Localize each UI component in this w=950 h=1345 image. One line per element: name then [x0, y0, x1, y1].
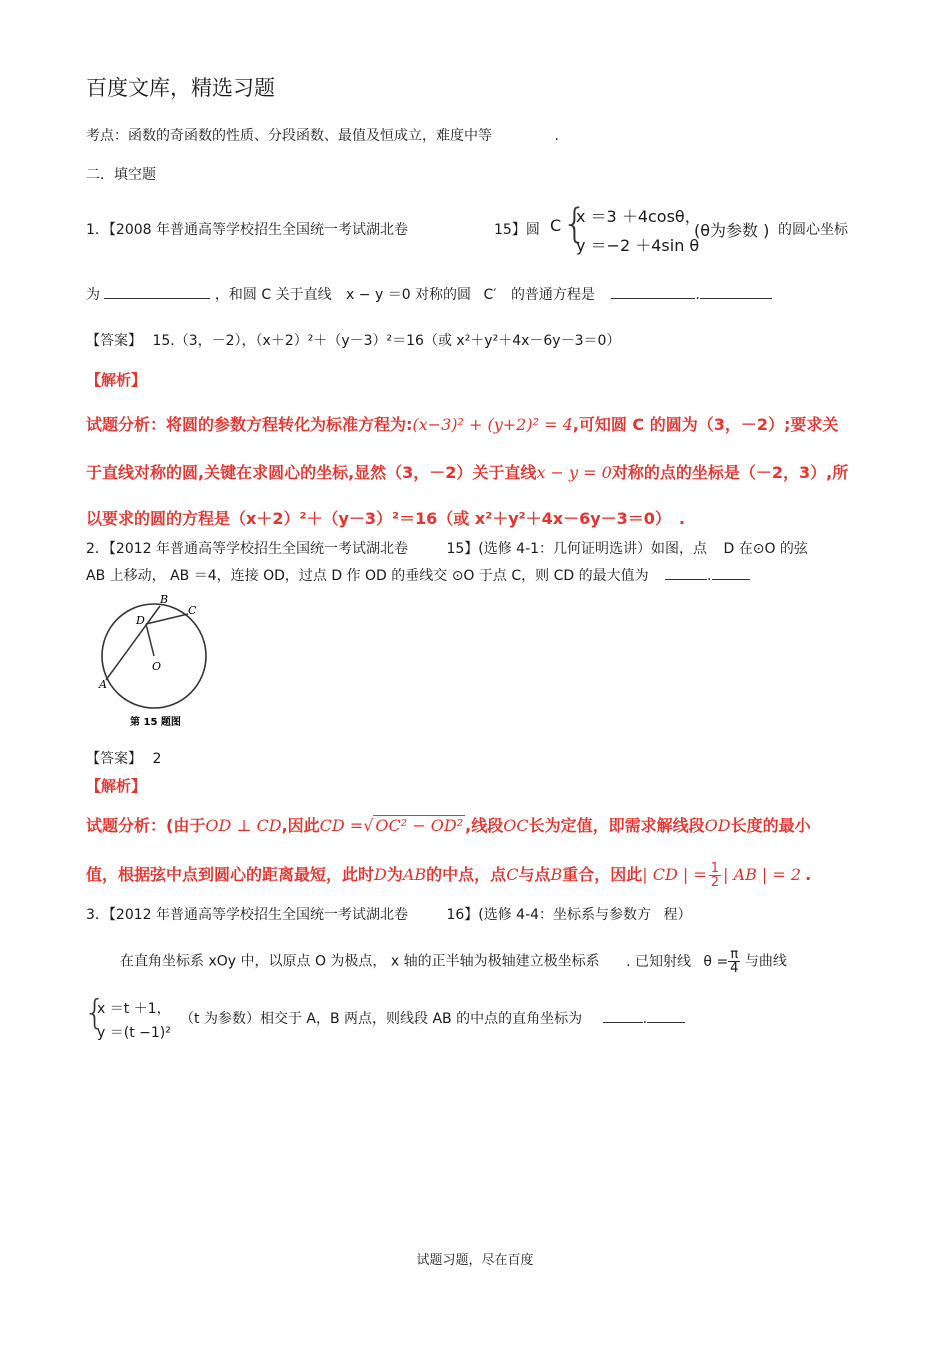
q1-line2-c: 对称的圆 [415, 287, 472, 303]
q2-analysis-2i: 重合，因此 [562, 865, 643, 884]
label-d: D [136, 614, 145, 627]
q2-analysis-label: 【解析】 [86, 777, 147, 795]
q3-line2-b: . 已知射线 [626, 953, 691, 970]
q2-analysis-1d: ,线段 [465, 816, 504, 835]
q3-line1 [86, 904, 692, 924]
q3-blank[interactable] [603, 1008, 643, 1023]
q1-answer-label: 【答案】 [86, 333, 142, 349]
q1-analysis-3dot: . [678, 509, 685, 528]
kaodian-text: 考点：函数的奇函数的性质、分段函数、最值及恒成立，难度中等 [86, 128, 492, 144]
q1-analysis-1eq: (x−3)² + (y+2)² = 4 [412, 415, 573, 434]
q2-analysis-1b: ,因此 [281, 816, 320, 835]
q2-answer-label: 【答案】 [86, 751, 142, 767]
q2-line1-c: D 在⊙O 的弦 [723, 541, 808, 557]
q2-analysis-1a: 试题分析：(由于 [86, 816, 206, 835]
q2-line1-b: 15】(选修 4-1：几何证明选讲）如图，点 [446, 541, 708, 557]
q3-fraction [728, 948, 740, 975]
q3-system-eq1: x ＝t ＋1， [97, 1001, 171, 1017]
label-c: C [188, 604, 197, 617]
q1-analysis-2a: 于直线对称的圆,关键在求圆心的坐标,显然（3，－2）关于直线 [86, 463, 537, 482]
q2-analysis-2k: | AB | = 2 [723, 865, 802, 884]
q1-line2 [86, 284, 772, 304]
kaodian-line [86, 125, 559, 145]
q1-param: (θ为参数 ) [694, 221, 770, 240]
q2-answer: 2 [152, 751, 162, 767]
q2-figure [96, 594, 216, 736]
q1-line2-b: ，和圆 C 关于直线 [214, 287, 332, 303]
q1-answer-line [86, 330, 620, 350]
q3-line1-c: 程） [663, 907, 692, 923]
q1-analysis-line3 [86, 506, 685, 529]
q1-system-eq2: y ＝−2 ＋4sin θ [576, 236, 700, 255]
q2-fraction [709, 862, 721, 889]
q2-analysis-2a: 值，根据弦中点到圆心的距离最短，此时 [86, 865, 375, 884]
q2-analysis-line2 [86, 862, 811, 889]
q1-circle-c: C [550, 216, 562, 235]
q2-analysis-2b: D [374, 865, 387, 884]
q2-analysis-1sqrt: OC² − OD² [375, 816, 464, 835]
q2-analysis-1eq: OD ⊥ CD [205, 816, 282, 835]
q2-answer-line [86, 748, 161, 768]
q2-frac-den: 2 [710, 875, 720, 890]
q2-analysis-1c: CD = [319, 816, 364, 835]
q2-analysis-1h: 长度的最小 [730, 816, 811, 835]
q2-line2-dot: . [707, 568, 712, 584]
q1-line2-a: 为 [86, 287, 100, 303]
q2-analysis-2f: C [506, 865, 519, 884]
q2-analysis-2g: 与点 [518, 865, 551, 884]
page-title: 百度文库，精选习题 [86, 76, 275, 100]
q1-blank-2[interactable] [611, 284, 695, 299]
section-heading: 二．填空题 [86, 167, 156, 183]
q1-blank-1[interactable] [104, 284, 210, 299]
q1-answer: 15.（3，－2），（x＋2）²＋（y－3）²＝16（或 x²＋y²＋4x－6y－3＝0） [152, 333, 621, 349]
page-footer: 试题习题，尽在百度 [416, 1253, 534, 1268]
q2-analysis-1f: 长为定值，即需求解线段 [528, 816, 705, 835]
q1-analysis-line1 [86, 412, 838, 435]
q3-pi: π [728, 948, 740, 962]
q1-line2-eq: x − y ＝0 [346, 287, 411, 303]
q3-brace-icon: { [84, 993, 106, 1033]
q1-analysis-1a: 试题分析：将圆的参数方程转化为标准方程为: [86, 415, 413, 434]
q2-analysis-2j: | CD | = [642, 865, 707, 884]
figure-caption: 第 15 题图 [130, 717, 181, 728]
q3-system-eq2: y ＝(t −1)² [97, 1025, 171, 1041]
q3-line3-dot: . [642, 1011, 648, 1027]
q2-analysis-2d: AB [402, 865, 427, 884]
q1-analysis-2b: 对称的点的坐标是（－2，3）,所 [611, 463, 849, 482]
q2-analysis-1e: OC [503, 816, 529, 835]
q3-theta-eq: θ = [703, 953, 729, 970]
q1-analysis-2eq: x − y = 0 [536, 463, 612, 482]
q1-brace-icon: { [562, 201, 588, 247]
label-b: B [160, 594, 169, 606]
label-a: A [99, 678, 107, 691]
q3-line2-a: 在直角坐标系 xOy 中，以原点 O 为极点， x 轴的正半轴为极轴建立极坐标系 [120, 953, 600, 970]
q2-analysis-line1: 试题分析：(由于OD ⊥ CD,因此CD =√ OC² − OD² ,线段OC长为定值，即需求解线段OD长度的最小 [86, 816, 811, 835]
segment-od [146, 624, 154, 656]
label-o: O [152, 660, 162, 673]
q3-blank-b [647, 1008, 685, 1023]
q1-blank-2b [700, 284, 772, 299]
q1-analysis-label: 【解析】 [86, 371, 147, 389]
q3-line2-c: 与曲线 [744, 953, 787, 970]
q3-line3-text: （t 为参数）相交于 A，B 两点，则线段 AB 的中点的直角坐标为 [180, 1011, 583, 1027]
q1-tag: 15】圆 [494, 222, 540, 238]
q3-four: 4 [730, 961, 739, 976]
q2-frac-num: 1 [710, 861, 720, 876]
q2-analysis-2e: 的中点，点 [426, 865, 507, 884]
q2-line2 [86, 565, 750, 585]
q3-line2 [120, 948, 787, 975]
q1-line2-cprime: C′ [483, 287, 497, 303]
q2-analysis-2dot: . [805, 865, 812, 884]
q2-line1-a: 2．【2012 年普通高等学校招生全国统一考试湖北卷 [86, 541, 408, 557]
q2-blank-b [712, 565, 750, 580]
q1-analysis-3a: 以要求的圆的方程是（x＋2）²＋（y－3）²＝16（或 x²＋y²＋4x－6y－3＝0） [86, 509, 671, 528]
q3-line3 [180, 1008, 685, 1028]
q1-system-eq1: x ＝3 ＋4cosθ， [576, 207, 701, 226]
q1-label: 1．【2008 年普通高等学校招生全国统一考试湖北卷 [86, 222, 408, 238]
q1-analysis-1b: ,可知圆 C 的圆为（3，－2）;要求关 [572, 415, 839, 434]
q2-line1 [86, 538, 808, 558]
q2-analysis-1g: OD [704, 816, 731, 835]
q2-line2-text: AB 上移动， AB ＝4，连接 OD，过点 D 作 OD 的垂线交 ⊙O 于点 C，则 CD 的最大值为 [86, 568, 649, 584]
q2-analysis-2c: 为 [386, 865, 403, 884]
q3-line1-a: 3．【2012 年普通高等学校招生全国统一考试湖北卷 [86, 907, 408, 923]
q2-blank[interactable] [665, 565, 707, 580]
q1-analysis-line2 [86, 460, 848, 483]
q1-tail: 的圆心坐标 [778, 222, 848, 238]
q2-analysis-2h: B [550, 865, 563, 884]
q3-line1-b: 16】(选修 4-4：坐标系与参数方 [446, 907, 652, 923]
kaodian-dot: . [554, 128, 559, 144]
q1-line2-d: 的普通方程是 [510, 287, 595, 303]
q1-line2-dot: . [695, 287, 700, 303]
